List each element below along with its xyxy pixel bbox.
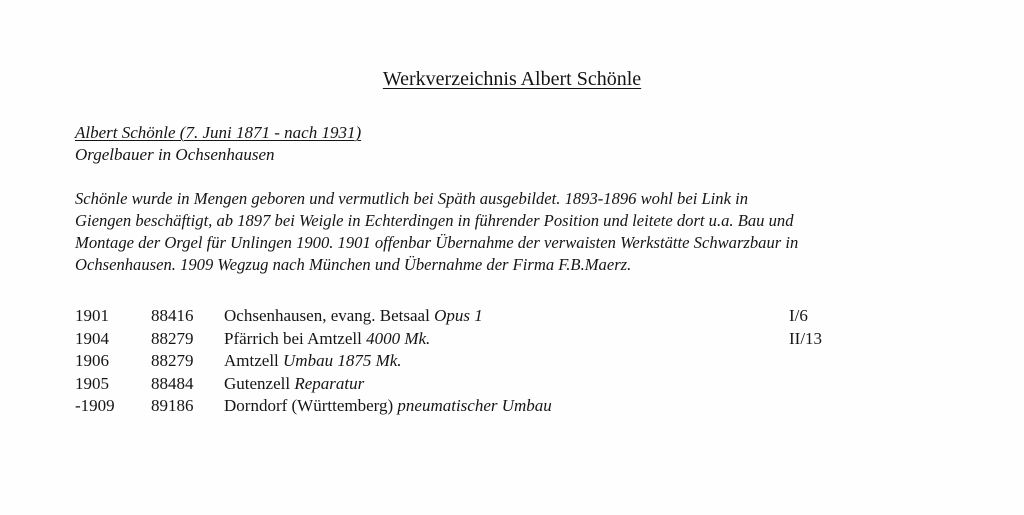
biography-paragraph <box>75 188 975 276</box>
bio-line: Ochsenhausen. 1909 Wegzug nach München und Übernahme der Firma F.B.Maerz. <box>75 255 632 274</box>
bio-line: Giengen beschäftigt, ab 1897 bei Weigle in Echterdingen in führender Position und leitete dort u.a. Bau und <box>75 211 794 230</box>
bio-line: Schönle wurde in Mengen geboren und vermutlich bei Späth ausgebildet. 1893-1896 wohl bei Link in <box>75 189 749 208</box>
work-description <box>224 328 430 351</box>
work-description <box>224 395 552 418</box>
work-year: -1909 <box>75 396 115 415</box>
work-registers: II/13 <box>789 328 823 348</box>
page-title: Werkverzeichnis Albert Schönle <box>382 68 642 90</box>
author-block <box>75 122 361 166</box>
work-place: Ochsenhausen, evang. Betsaal <box>224 306 430 325</box>
work-year: 1901 <box>75 306 109 325</box>
bio-line: Montage der Orgel für Unlingen 1900. 1901 offenbar Übernahme der verwaisten Werkstätte Schwarzbaur in <box>75 233 799 252</box>
work-number: 89186 <box>151 396 194 415</box>
work-note: Umbau 1875 Mk. <box>283 351 402 370</box>
work-year: 1906 <box>75 351 109 370</box>
author-role: Orgelbauer in Ochsenhausen <box>75 145 275 164</box>
work-description <box>224 305 483 328</box>
work-row <box>75 305 935 328</box>
work-registers: I/6 <box>789 306 808 325</box>
works-list <box>75 305 935 418</box>
work-row <box>75 395 935 418</box>
work-row <box>75 328 935 351</box>
work-row <box>75 350 935 373</box>
work-row <box>75 373 935 396</box>
work-year: 1905 <box>75 373 109 393</box>
work-number: 88484 <box>151 373 194 393</box>
work-place: Amtzell <box>224 351 279 370</box>
work-description <box>224 350 402 373</box>
work-note: 4000 Mk. <box>366 328 431 348</box>
work-year: 1904 <box>75 328 109 348</box>
work-note: Reparatur <box>294 373 365 393</box>
work-description <box>224 373 364 396</box>
work-place: Pfärrich bei Amtzell <box>224 328 362 348</box>
work-number: 88279 <box>151 351 194 370</box>
work-number: 88416 <box>151 306 194 325</box>
author-name: Albert Schönle (7. Juni 1871 - nach 1931) <box>75 123 362 142</box>
work-place: Gutenzell <box>224 373 291 393</box>
work-place: Dorndorf (Württemberg) <box>224 396 394 415</box>
work-note: pneumatischer Umbau <box>397 396 552 415</box>
work-number: 88279 <box>151 328 194 348</box>
work-note: Opus 1 <box>434 306 483 325</box>
